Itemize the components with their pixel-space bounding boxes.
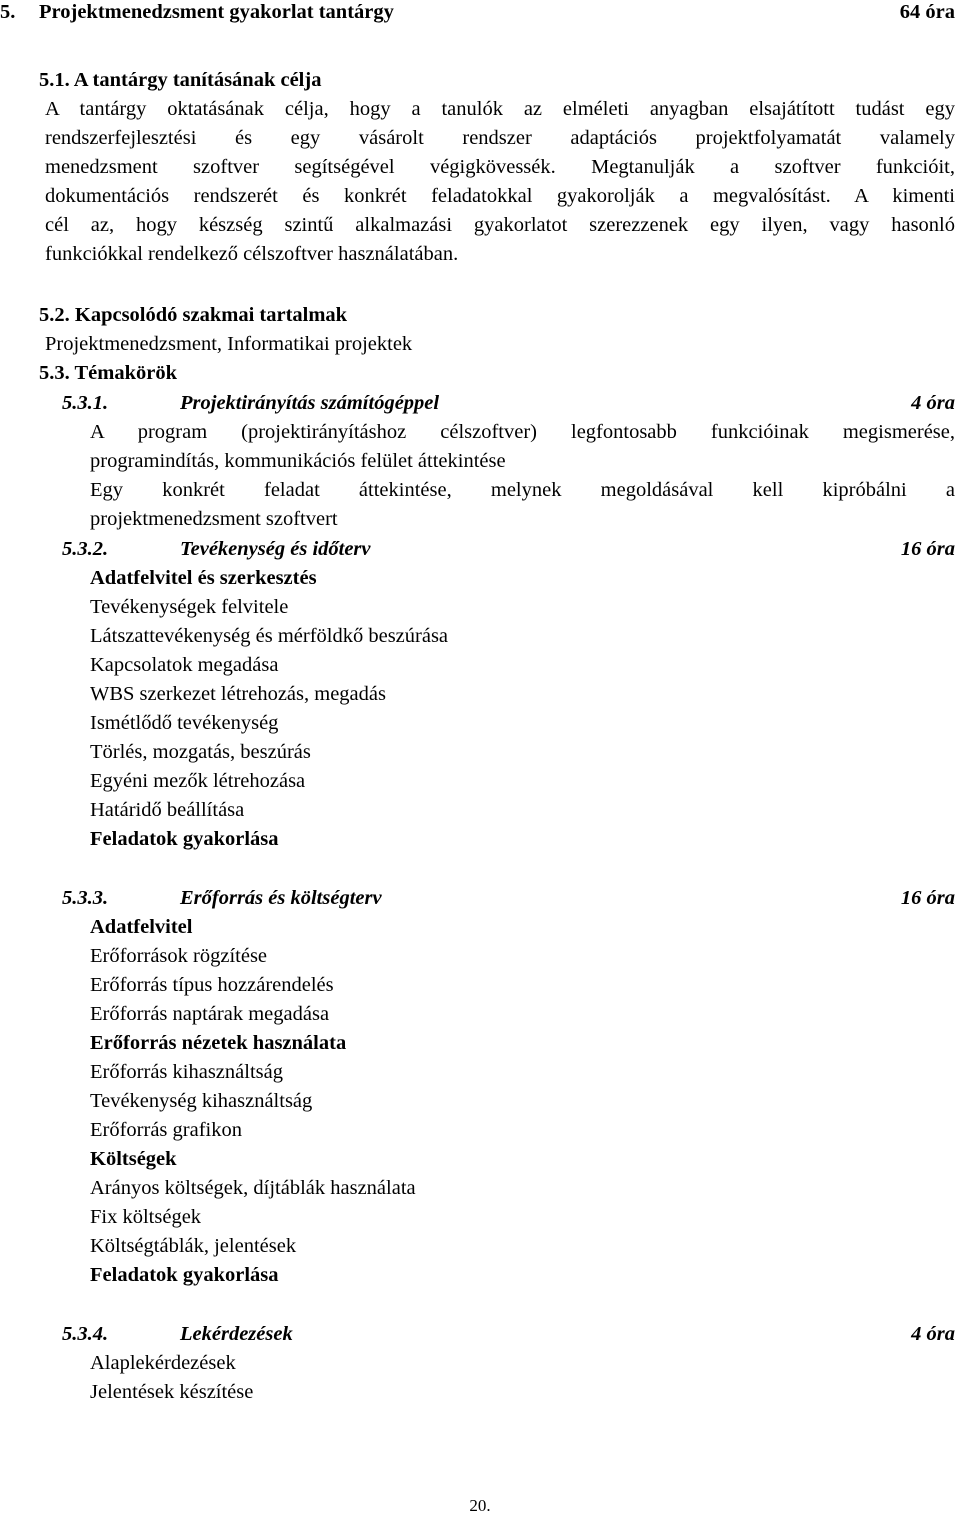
list-item: Adatfelvitel — [90, 916, 193, 938]
list-item: Erőforrások rögzítése — [90, 945, 268, 967]
list-item: Erőforrás naptárak megadása — [90, 1003, 330, 1025]
list-item: Feladatok gyakorlása — [90, 1264, 279, 1286]
topic-4-hours: 4 óra — [911, 1323, 955, 1345]
section-number: 5. — [0, 1, 16, 23]
list-item: Költségtáblák, jelentések — [90, 1235, 297, 1257]
topic-3-hours: 16 óra — [900, 887, 955, 909]
list-item: Költségek — [90, 1148, 177, 1170]
paragraph-line: projektmenedzsment szoftvert — [90, 508, 338, 530]
list-item: Erőforrás nézetek használata — [90, 1032, 347, 1054]
topic-2-hours: 16 óra — [900, 538, 955, 560]
list-item: Fix költségek — [90, 1206, 202, 1228]
total-hours: 64 óra — [899, 1, 955, 23]
paragraph-line: dokumentációs rendszerét és konkrét feladatokkal gyakorolják a megvalósítást. A kimenti — [45, 185, 955, 207]
list-item: Tevékenység kihasználtság — [90, 1090, 313, 1112]
paragraph-line: menedzsment szoftver segítségével végigkövessék. Megtanulják a szoftver funkcióit, — [45, 156, 955, 178]
paragraph-line: funkciókkal rendelkező célszoftver használatában. — [45, 243, 459, 265]
paragraph-line: rendszerfejlesztési és egy vásárolt rendszer adaptációs projektfolyamatát valamely — [45, 127, 955, 149]
topic-4-number: 5.3.4. — [62, 1323, 109, 1345]
paragraph-line: A tantárgy oktatásának célja, hogy a tanulók az elméleti anyagban elsajátított tudást egy — [45, 98, 955, 120]
list-item: Tevékenységek felvitele — [90, 596, 289, 618]
topic-4-title: Lekérdezések — [180, 1323, 293, 1345]
topic-3-title: Erőforrás és költségterv — [180, 887, 382, 909]
paragraph-line: programindítás, kommunikációs felület áttekintése — [90, 450, 506, 472]
heading-5-1: 5.1. A tantárgy tanításának célja — [39, 69, 322, 91]
list-item: Kapcsolatok megadása — [90, 654, 279, 676]
topic-1-body — [90, 418, 955, 534]
list-item: Egyéni mezők létrehozása — [90, 770, 306, 792]
list-item: Adatfelvitel és szerkesztés — [90, 567, 317, 589]
related-content-text: Projektmenedzsment, Informatikai projektek — [45, 333, 413, 355]
paragraph-5-1 — [45, 95, 955, 269]
list-item: Erőforrás típus hozzárendelés — [90, 974, 334, 996]
list-item: Jelentések készítése — [90, 1381, 254, 1403]
heading-5-3: 5.3. Témakörök — [39, 362, 178, 384]
heading-5-2: 5.2. Kapcsolódó szakmai tartalmak — [39, 304, 348, 326]
paragraph-line: Egy konkrét feladat áttekintése, melynek megoldásával kell kipróbálni a — [90, 479, 955, 501]
list-item: Határidő beállítása — [90, 799, 245, 821]
topic-2-items — [90, 564, 448, 854]
topic-2-number: 5.3.2. — [62, 538, 109, 560]
list-item: Látszattevékenység és mérföldkő beszúrása — [90, 625, 449, 647]
list-item: Feladatok gyakorlása — [90, 828, 279, 850]
list-item: Ismétlődő tevékenység — [90, 712, 279, 734]
list-item: Arányos költségek, díjtáblák használata — [90, 1177, 416, 1199]
topic-2-title: Tevékenység és időterv — [180, 538, 371, 560]
topic-1-number: 5.3.1. — [62, 392, 109, 414]
paragraph-line: A program (projektirányításhoz célszoftver) legfontosabb funkcióinak megismerése, — [90, 421, 955, 443]
list-item: Erőforrás kihasználtság — [90, 1061, 283, 1083]
list-item: Alaplekérdezések — [90, 1352, 236, 1374]
list-item: WBS szerkezet létrehozás, megadás — [90, 683, 386, 705]
list-item: Törlés, mozgatás, beszúrás — [90, 741, 311, 763]
topic-1-title: Projektirányítás számítógéppel — [180, 392, 440, 414]
page-title: Projektmenedzsment gyakorlat tantárgy — [39, 1, 394, 23]
paragraph-line: cél az, hogy készség szintű alkalmazási gyakorlatot szerezzenek egy ilyen, vagy hasonló — [45, 214, 955, 236]
topic-3-items — [90, 913, 416, 1290]
topic-3-number: 5.3.3. — [62, 887, 109, 909]
topic-1-hours: 4 óra — [911, 392, 955, 414]
page-number: 20. — [469, 1496, 491, 1515]
list-item: Erőforrás grafikon — [90, 1119, 242, 1141]
topic-4-items — [90, 1349, 253, 1407]
